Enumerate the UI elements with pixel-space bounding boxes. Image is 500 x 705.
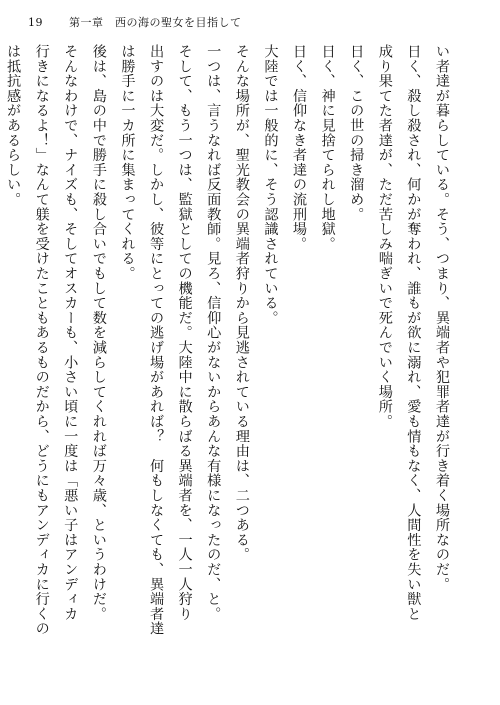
text-line: 後は、島の中で勝手に殺し合いでもして数を減らしてくれれば万々歳、というわけだ。 <box>90 44 107 622</box>
text-line: そして、もう一つは、監獄としての機能だ。大陸中に散らばる異端者を、一人一人狩り <box>176 44 193 622</box>
text-line: 日く、この世の掃き溜め。 <box>348 44 365 222</box>
page-number: 19 <box>28 16 43 29</box>
text-line: 出すのは大変だ。しかし、彼等にとっての逃げ場があれば？ 何もしなくても、異端者達 <box>148 44 165 636</box>
vertical-text-body <box>0 44 456 686</box>
text-line: 大陸では一般的に、そう認識されている。 <box>262 44 279 326</box>
text-line: そんなわけで、ナイズも、そしてオスカーも、小さい頃に一度は「悪い子はアンディカ <box>62 44 79 622</box>
text-line: 行きになるよ！」なんて躾を受けたこともあるものだから、どうにもアンディカに行くの <box>33 44 50 636</box>
text-line: い者達が暮らしている。そう、つまり、異端者や犯罪者達が行き着く場所なのだ。 <box>434 44 450 592</box>
text-line: 成り果てた者達が、ただ苦しみ喘ぎいで死んでいく場所。 <box>376 44 393 429</box>
text-line: は勝手に一カ所に集まってくれる。 <box>119 44 136 281</box>
text-line: 日く、殺し殺され、何かが奪われ、誰もが欲に溺れ、愛も情もなく、人間性を失い獣と <box>405 44 422 622</box>
running-title: 第一章 西の海の聖女を目指して <box>69 16 242 29</box>
text-line: 日く、信仰なき者達の流刑場。 <box>291 44 308 252</box>
text-line: 日く、神に見捨てられし地獄。 <box>319 44 336 252</box>
text-line: は抵抗感があるらしい。 <box>5 44 22 207</box>
text-line: 一つは、言うなれば反面教師。見ろ、信仰心がないからあんな有様になったのだ、と。 <box>205 44 222 622</box>
text-line: そんな場所が、聖光教会の異端者狩りから見逃されている理由は、二つある。 <box>233 44 250 562</box>
page-header <box>28 14 242 30</box>
